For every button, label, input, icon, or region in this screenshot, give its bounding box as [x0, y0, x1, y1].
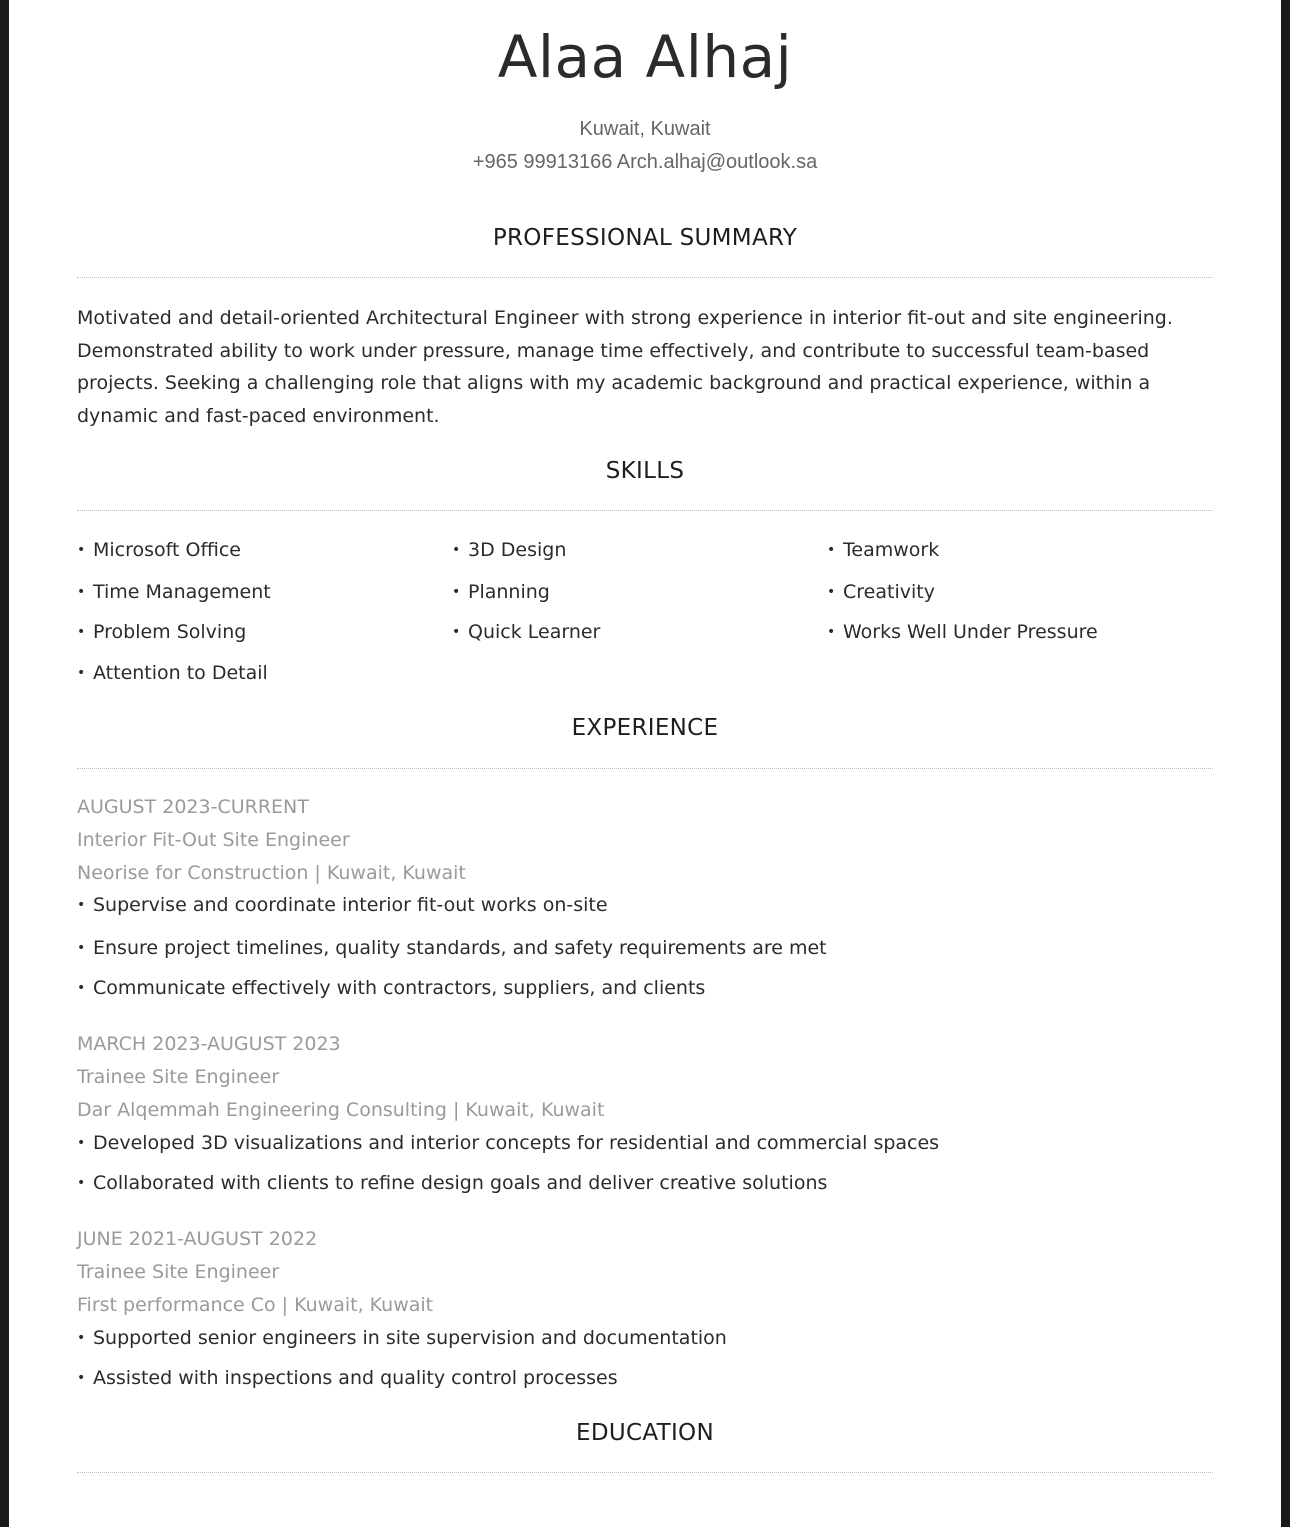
skill-item: • Time Management	[77, 576, 271, 608]
summary-text: Motivated and detail-oriented Architectural Engineer with strong experience in interior fit-out and site engineering. Demonstrated ability to work under pressure, manage time effectively, and contribute to successful team-based projects. Seeking a challenging role that aligns with my academic background and practical experience, within a dynamic and fast-paced environment.	[77, 307, 1173, 428]
bullet-icon: •	[77, 1175, 86, 1191]
section-title-education: EDUCATION	[576, 1420, 714, 1446]
job-dates: JUNE 2021-AUGUST 2022	[77, 1228, 318, 1250]
bullet-icon: •	[77, 624, 86, 640]
bullet-icon: •	[452, 542, 461, 558]
skill-item: • Attention to Detail	[77, 657, 268, 689]
skill-item: • Problem Solving	[77, 616, 246, 648]
bullet-icon: •	[77, 542, 86, 558]
skill-item: • Works Well Under Pressure	[827, 616, 1098, 648]
bullet-icon: •	[827, 542, 836, 558]
job-bullet: • Developed 3D visualizations and interior concepts for residential and commercial spaces	[77, 1127, 939, 1159]
job-company: Dar Alqemmah Engineering Consulting | Kuwait, Kuwait	[77, 1099, 605, 1121]
bullet-icon: •	[452, 624, 461, 640]
resume-page	[9, 0, 1281, 1527]
bullet-icon: •	[77, 1370, 86, 1386]
job-bullet: • Assisted with inspections and quality control processes	[77, 1362, 618, 1394]
job-dates: MARCH 2023-AUGUST 2023	[77, 1033, 341, 1055]
bullet-icon: •	[77, 665, 86, 681]
bullet-icon: •	[77, 980, 86, 996]
bullet-icon: •	[77, 940, 86, 956]
job-title: Interior Fit-Out Site Engineer	[77, 829, 350, 851]
section-title-skills: SKILLS	[605, 458, 685, 484]
location: Kuwait, Kuwait	[579, 118, 711, 140]
job-bullet: • Supervise and coordinate interior fit-out works on-site	[77, 889, 608, 921]
job-title: Trainee Site Engineer	[77, 1261, 280, 1283]
bullet-icon: •	[77, 897, 86, 913]
bullet-icon: •	[827, 584, 836, 600]
job-bullet: • Collaborated with clients to refine design goals and deliver creative solutions	[77, 1167, 827, 1199]
section-title-summary: PROFESSIONAL SUMMARY	[492, 225, 798, 251]
job-company: Neorise for Construction | Kuwait, Kuwait	[77, 862, 466, 884]
job-bullet: • Supported senior engineers in site supervision and documentation	[77, 1322, 727, 1354]
skill-item: • Creativity	[827, 576, 935, 608]
bullet-icon: •	[77, 584, 86, 600]
bullet-icon: •	[77, 1135, 86, 1151]
job-dates: AUGUST 2023-CURRENT	[77, 796, 309, 818]
skill-item: • Microsoft Office	[77, 534, 241, 566]
skills-list	[77, 534, 1213, 704]
skill-item: • 3D Design	[452, 534, 566, 566]
skill-item: • Quick Learner	[452, 616, 600, 648]
job-company: First performance Co | Kuwait, Kuwait	[77, 1294, 434, 1316]
divider	[77, 1472, 1213, 1473]
job-bullet: • Ensure project timelines, quality standards, and safety requirements are met	[77, 932, 827, 964]
skill-item: • Teamwork	[827, 534, 939, 566]
contact-info: +965 99913166 Arch.alhaj@outlook.sa	[472, 151, 818, 173]
bullet-icon: •	[77, 1330, 86, 1346]
divider	[77, 277, 1213, 278]
divider	[77, 510, 1213, 511]
bullet-icon: •	[452, 584, 461, 600]
bullet-icon: •	[827, 624, 836, 640]
section-title-experience: EXPERIENCE	[571, 715, 719, 741]
skill-item: • Planning	[452, 576, 550, 608]
job-bullet: • Communicate effectively with contractors, suppliers, and clients	[77, 972, 705, 1004]
candidate-name: Alaa Alhaj	[497, 23, 793, 91]
divider	[77, 768, 1213, 769]
job-title: Trainee Site Engineer	[77, 1066, 280, 1088]
